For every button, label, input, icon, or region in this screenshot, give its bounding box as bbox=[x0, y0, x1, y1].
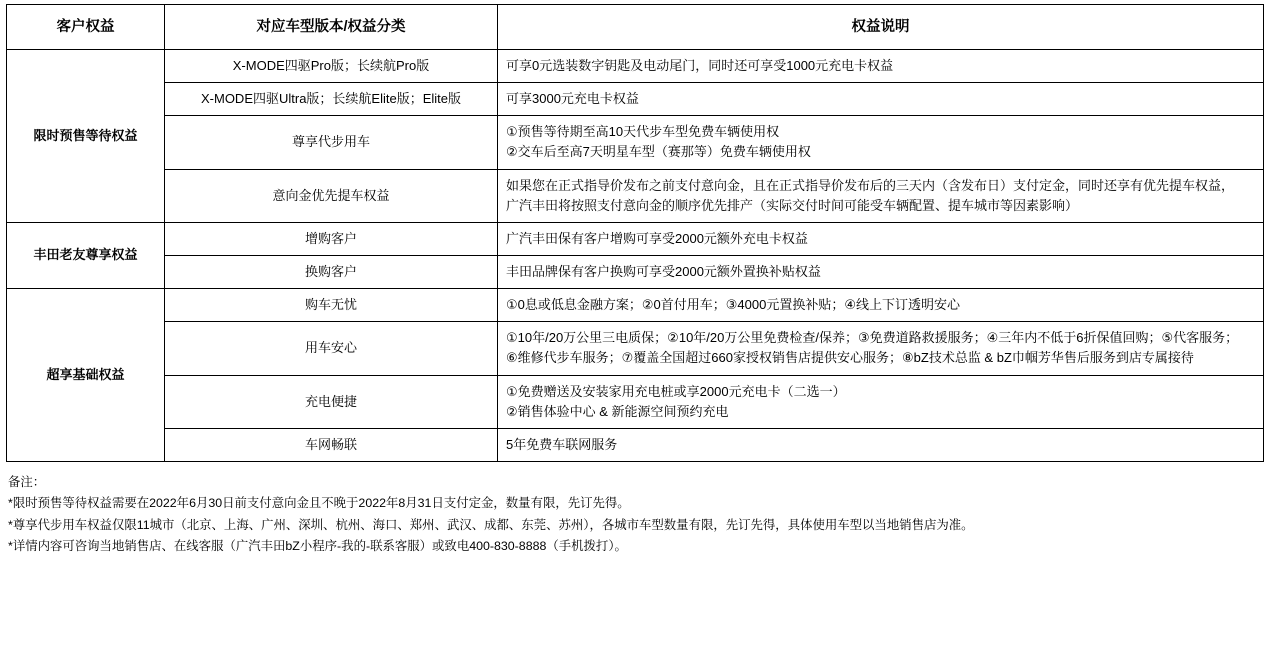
category-cell: 车网畅联 bbox=[165, 428, 498, 461]
category-cell: 充电便捷 bbox=[165, 375, 498, 428]
description-cell bbox=[498, 255, 1264, 288]
header-customer-benefit: 客户权益 bbox=[7, 5, 165, 50]
description-cell bbox=[498, 116, 1264, 169]
description-line: ①10年/20万公里三电质保；②10年/20万公里免费检查/保养；③免费道路救援服务；④三年内不低于6折保值回购；⑤代客服务； bbox=[506, 330, 1239, 346]
description-line: 广汽丰田保有客户增购可享受2000元额外充电卡权益 bbox=[506, 230, 808, 246]
description-line: ①0息或低息金融方案；②0首付用车；③4000元置换补贴；④线上下订透明安心 bbox=[506, 297, 960, 313]
description-cell bbox=[498, 50, 1264, 83]
category-cell: 意向金优先提车权益 bbox=[165, 169, 498, 222]
table-header-row bbox=[7, 5, 1264, 50]
description-cell bbox=[498, 428, 1264, 461]
description-cell bbox=[498, 222, 1264, 255]
group-label-presale: 限时预售等待权益 bbox=[7, 50, 165, 223]
description-line: ①预售等待期至高10天代步车型免费车辆使用权 bbox=[506, 124, 780, 140]
description-line: 丰田品牌保有客户换购可享受2000元额外置换补贴权益 bbox=[506, 263, 821, 279]
benefits-table bbox=[6, 4, 1264, 462]
description-line: ①免费赠送及安装家用充电桩或享2000元充电卡（二选一） bbox=[506, 383, 846, 399]
note-line: *限时预售等待权益需要在2022年6月30日前支付意向金且不晚于2022年8月31日支付定金，数量有限，先订先得。 bbox=[8, 496, 630, 511]
description-line: 可享0元选装数字钥匙及电动尾门，同时还可享受1000元充电卡权益 bbox=[506, 58, 894, 73]
table-row bbox=[7, 375, 1264, 428]
category-cell: 尊享代步用车 bbox=[165, 116, 498, 169]
description-line: 5年免费车联网服务 bbox=[506, 436, 618, 452]
description-cell bbox=[498, 375, 1264, 428]
header-model-category: 对应车型版本/权益分类 bbox=[165, 5, 498, 50]
description-cell bbox=[498, 322, 1264, 375]
note-line: *详情内容可咨询当地销售店、在线客服（广汽丰田bZ小程序-我的-联系客服）或致电400-830-8888（手机拨打）。 bbox=[8, 538, 627, 553]
category-cell: X-MODE四驱Ultra版；长续航Elite版；Elite版 bbox=[165, 83, 498, 116]
group-label-basic: 超享基础权益 bbox=[7, 289, 165, 462]
table-row bbox=[7, 169, 1264, 222]
description-line: ②销售体验中心 & 新能源空间预约充电 bbox=[506, 403, 729, 419]
category-cell: 换购客户 bbox=[165, 255, 498, 288]
header-benefit-description: 权益说明 bbox=[498, 5, 1264, 50]
description-line: 广汽丰田将按照支付意向金的顺序优先排产（实际交付时间可能受车辆配置、提车城市等因素影响） bbox=[506, 197, 1079, 213]
description-line: ②交车后至高7天明星车型（赛那等）免费车辆使用权 bbox=[506, 144, 811, 160]
table-row bbox=[7, 222, 1264, 255]
category-cell: X-MODE四驱Pro版；长续航Pro版 bbox=[165, 50, 498, 83]
description-line: 可享3000元充电卡权益 bbox=[506, 91, 639, 107]
table-row bbox=[7, 255, 1264, 288]
table-row bbox=[7, 83, 1264, 116]
group-label-loyalty: 丰田老友尊享权益 bbox=[7, 222, 165, 288]
table-row bbox=[7, 428, 1264, 461]
benefits-document bbox=[0, 4, 1269, 653]
table-row bbox=[7, 289, 1264, 322]
table-row bbox=[7, 322, 1264, 375]
table-body bbox=[7, 50, 1264, 462]
description-cell bbox=[498, 169, 1264, 222]
table-row bbox=[7, 50, 1264, 83]
description-cell bbox=[498, 83, 1264, 116]
table-header bbox=[7, 5, 1264, 50]
description-line: ⑥维修代步车服务；⑦覆盖全国超过660家授权销售店提供安心服务；⑧bZ技术总监 & bZ巾帼芳华售后服务到店专属接待 bbox=[506, 350, 1194, 366]
notes-section bbox=[8, 472, 1261, 557]
category-cell: 增购客户 bbox=[165, 222, 498, 255]
category-cell: 用车安心 bbox=[165, 322, 498, 375]
note-line: *尊享代步用车权益仅限11城市（北京、上海、广州、深圳、杭州、海口、郑州、武汉、成都、东莞、苏州），各城市车型数量有限，先订先得，具体使用车型以当地销售店为准。 bbox=[8, 517, 974, 532]
description-line: 如果您在正式指导价发布之前支付意向金，且在正式指导价发布后的三天内（含发布日）支付定金，同时还享有优先提车权益， bbox=[506, 177, 1235, 193]
category-cell: 购车无忧 bbox=[165, 289, 498, 322]
notes-title: 备注： bbox=[8, 474, 46, 489]
description-cell bbox=[498, 289, 1264, 322]
table-row bbox=[7, 116, 1264, 169]
